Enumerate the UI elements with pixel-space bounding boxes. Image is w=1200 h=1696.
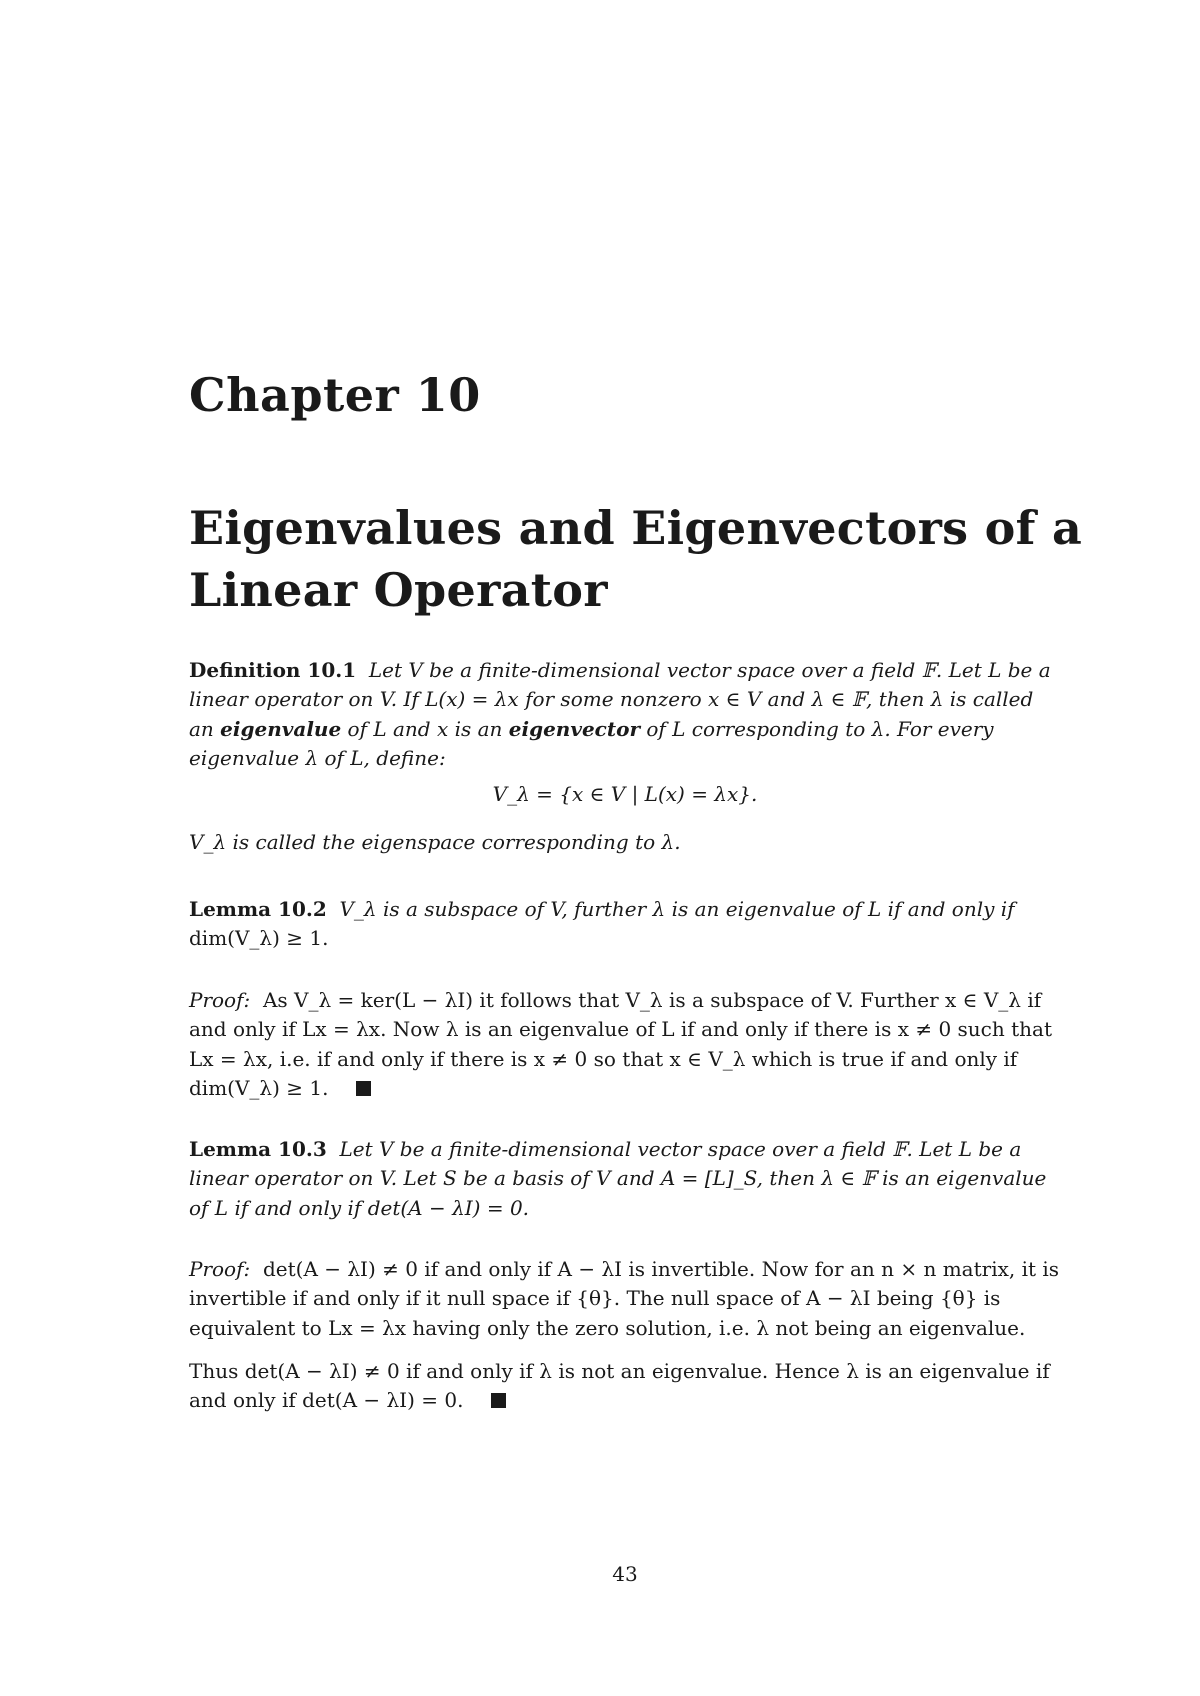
proof-2 <box>189 1255 1061 1343</box>
definition-text-c: of L corresponding to λ. For every eigenvalue λ of L, define: <box>189 716 994 770</box>
proof-2-conclusion <box>189 1357 1061 1416</box>
proof-1-text: As V_λ = ker(L − λI) it follows that V_λ is a subspace of V. Further x ∈ V_λ if and only if Lx = λx. Now λ is an eigenvalue of L if and only if there is x ≠ 0 such that Lx = λx, i.e. if and only if there is x ≠ 0 so that x ∈ V_λ which is true if and only if dim(V_λ) ≥ 1. <box>189 988 1052 1100</box>
definition-10-1 <box>189 656 1061 773</box>
lemma-10-2-heading: Lemma 10.2 <box>189 897 327 921</box>
term-eigenvalue: eigenvalue <box>220 716 342 741</box>
proof-1 <box>189 986 1061 1103</box>
proof-2-text: det(A − λI) ≠ 0 if and only if A − λI is invertible. Now for an n × n matrix, it is invertible if and only if it null space if {θ}. The null space of A − λI being {θ} is equivalent to Lx = λx having only the zero solution, i.e. λ not being an eigenvalue. <box>189 1257 1060 1340</box>
definition-text-a: Let V be a finite-dimensional vector space over a field 𝔽. Let L be a linear operator on V. If L(x) = λx for some nonzero x ∈ V and λ ∈ 𝔽, then λ is called an <box>189 658 1051 741</box>
page-number: 43 <box>612 1562 638 1586</box>
lemma-10-2-text: V_λ is a subspace of V, further λ is an eigenvalue of L if and only if <box>339 897 1015 921</box>
proof-2-text2: Thus det(A − λI) ≠ 0 if and only if λ is not an eigenvalue. Hence λ is an eigenvalue if and only if det(A − λI) = 0. <box>189 1359 1050 1413</box>
eigenspace-equation: V_λ = {x ∈ V | L(x) = λx}. <box>492 782 758 806</box>
lemma-10-2-text-end: dim(V_λ) ≥ 1. <box>189 926 329 951</box>
qed-square-icon <box>491 1393 506 1408</box>
proof-1-label: Proof: <box>189 988 251 1012</box>
chapter-label: Chapter 10 <box>189 368 481 422</box>
lemma-10-3-heading: Lemma 10.3 <box>189 1137 327 1161</box>
lemma-10-2 <box>189 895 1061 954</box>
definition-heading: Definition 10.1 <box>189 658 357 682</box>
qed-square-icon <box>356 1081 371 1096</box>
lemma-10-3 <box>189 1135 1061 1223</box>
term-eigenvector: eigenvector <box>508 716 640 741</box>
chapter-title: Eigenvalues and Eigenvectors of a Linear Operator <box>189 501 1083 617</box>
lemma-10-3-text: Let V be a finite-dimensional vector space over a field 𝔽. Let L be a linear operator on V. Let S be a basis of V and A = [L]_S, then λ ∈ 𝔽 is an eigenvalue of L if and only if det(A − λI) = 0. <box>189 1137 1047 1220</box>
proof-2-label: Proof: <box>189 1257 251 1281</box>
eigenspace-note: V_λ is called the eigenspace corresponding to λ. <box>189 830 681 854</box>
definition-text-b: of L and x is an <box>341 716 509 741</box>
